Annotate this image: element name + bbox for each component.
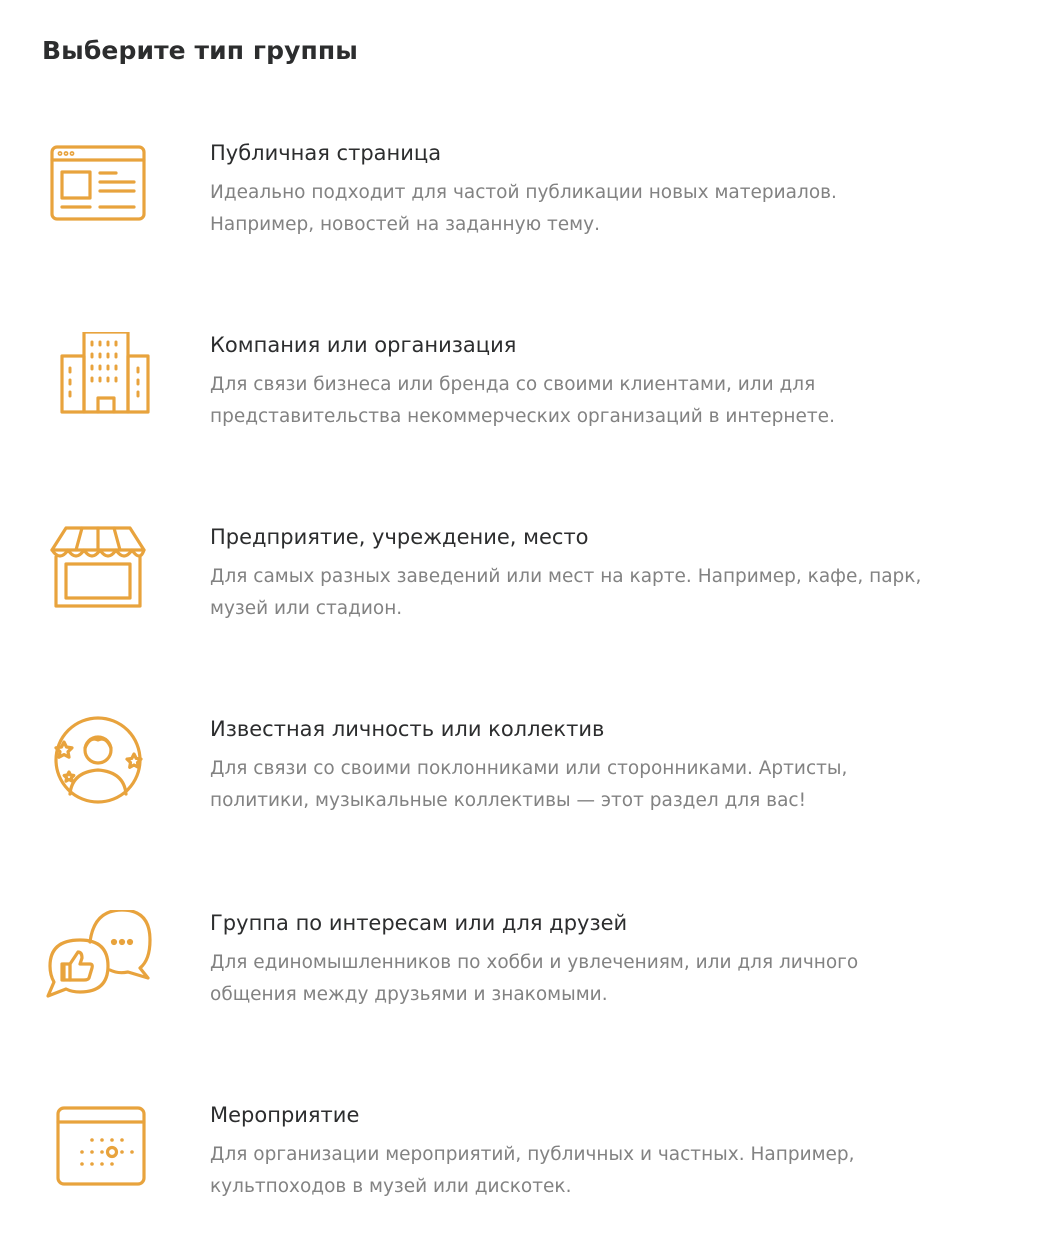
office-building-icon bbox=[44, 332, 152, 428]
group-type-description: Для единомышленников по хобби и увлечениям, или для личного bbox=[210, 952, 859, 973]
group-type-title: Предприятие, учреждение, место bbox=[210, 525, 589, 549]
calendar-event-icon bbox=[44, 1102, 152, 1198]
storefront-icon bbox=[44, 524, 152, 620]
group-type-title: Компания или организация bbox=[210, 333, 517, 357]
group-type-description: политики, музыкальные коллективы — этот раздел для вас! bbox=[210, 790, 806, 811]
group-type-option-place[interactable] bbox=[38, 524, 1018, 674]
group-type-option-public-page[interactable] bbox=[38, 140, 1018, 290]
group-type-option-event[interactable] bbox=[38, 1102, 1018, 1247]
chat-bubbles-like-icon bbox=[44, 910, 152, 1006]
group-type-option-celebrity[interactable] bbox=[38, 716, 1018, 866]
group-type-title: Публичная страница bbox=[210, 141, 442, 165]
group-type-description: Например, новостей на заданную тему. bbox=[210, 214, 600, 235]
group-type-option-interest-group[interactable] bbox=[38, 910, 1018, 1060]
group-type-description: Для связи со своими поклонниками или сторонниками. Артисты, bbox=[210, 758, 848, 779]
group-type-description: Для самых разных заведений или мест на карте. Например, кафе, парк, bbox=[210, 566, 922, 587]
group-type-title: Мероприятие bbox=[210, 1103, 360, 1127]
group-type-description: музей или стадион. bbox=[210, 598, 403, 619]
group-type-description: Для организации мероприятий, публичных и частных. Например, bbox=[210, 1144, 855, 1165]
celebrity-person-icon bbox=[44, 716, 152, 812]
group-type-description: общения между друзьями и знакомыми. bbox=[210, 984, 608, 1005]
group-type-title: Известная личность или коллектив bbox=[210, 717, 605, 741]
web-page-icon bbox=[44, 140, 152, 236]
group-type-option-company[interactable] bbox=[38, 332, 1018, 482]
group-type-description: культпоходов в музей или дискотек. bbox=[210, 1176, 572, 1197]
group-type-description: Для связи бизнеса или бренда со своими клиентами, или для bbox=[210, 374, 816, 395]
dialog-title: Выберите тип группы bbox=[42, 36, 358, 65]
group-type-description: представительства некоммерческих организаций в интернете. bbox=[210, 406, 835, 427]
group-type-title: Группа по интересам или для друзей bbox=[210, 911, 628, 935]
group-type-description: Идеально подходит для частой публикации новых материалов. bbox=[210, 182, 837, 203]
